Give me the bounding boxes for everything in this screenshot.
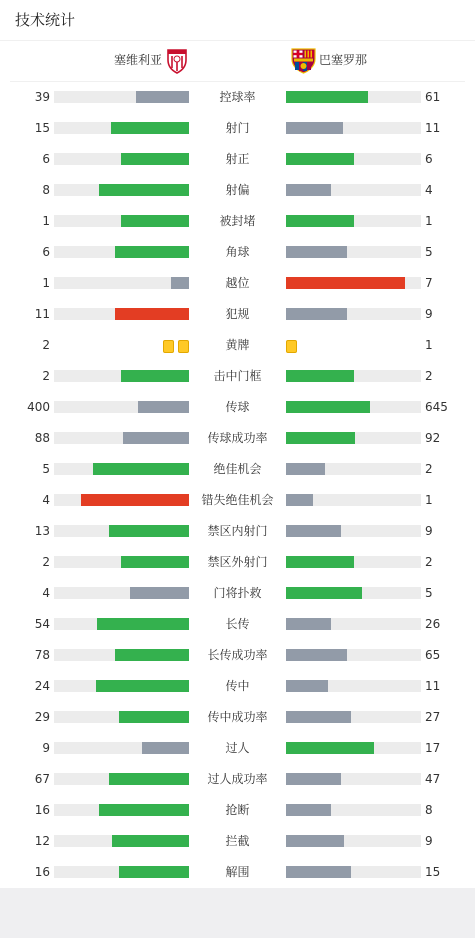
away-stat-bar [286, 432, 421, 444]
away-stat-value: 11 [425, 121, 441, 135]
home-stat-bar [54, 432, 189, 444]
away-stat-bar [286, 463, 421, 475]
home-stat-value: 54 [34, 617, 50, 631]
page-title: 技术统计 [15, 11, 76, 29]
away-stat-bar-fill [286, 277, 405, 289]
home-stat-bar [54, 184, 189, 196]
stat-label: 黄牌 [225, 338, 250, 352]
home-stat-bar [54, 401, 189, 413]
stat-row [0, 710, 475, 724]
stat-label: 绝佳机会 [213, 462, 262, 476]
home-stat-bar [54, 835, 189, 847]
away-stat-bar [286, 401, 421, 413]
home-stat-bar-fill [93, 463, 189, 475]
stat-label: 错失绝佳机会 [201, 493, 274, 507]
home-stat-bar-fill [115, 246, 189, 258]
away-stat-bar-fill [286, 494, 313, 506]
home-stat-bar-fill [121, 370, 189, 382]
away-stat-bar-fill [286, 680, 328, 692]
away-stat-bar [286, 773, 421, 785]
away-stat-bar-fill [286, 463, 325, 475]
away-stat-bar-fill [286, 835, 344, 847]
stat-label: 传球 [225, 400, 250, 414]
home-stat-bar [54, 277, 189, 289]
home-stat-bar [54, 463, 189, 475]
home-stat-bar-fill [96, 680, 189, 692]
stat-label: 禁区外射门 [207, 555, 268, 569]
away-stat-bar [286, 835, 421, 847]
home-stat-bar-fill [115, 649, 189, 661]
home-stat-bar [54, 370, 189, 382]
home-stat-value: 15 [34, 121, 50, 135]
home-stat-value: 400 [27, 400, 50, 414]
stat-row [0, 834, 475, 848]
home-stat-bar-fill [142, 742, 189, 754]
home-stat-bar [54, 556, 189, 568]
stat-label: 长传 [225, 617, 250, 631]
away-stat-value: 92 [425, 431, 441, 445]
home-stat-value: 16 [34, 865, 50, 879]
stat-row [0, 741, 475, 755]
away-stat-bar-fill [286, 866, 351, 878]
home-stat-bar-fill [109, 525, 189, 537]
home-stat-bar-fill [138, 401, 189, 413]
away-stat-bar-fill [286, 618, 331, 630]
away-stat-bar [286, 184, 421, 196]
stat-label: 过人成功率 [207, 772, 268, 786]
away-stat-bar-fill [286, 587, 362, 599]
home-stat-bar-fill [171, 277, 189, 289]
stat-label: 越位 [225, 276, 250, 290]
home-stat-bar-fill [121, 215, 189, 227]
home-stat-bar [54, 742, 189, 754]
home-stat-bar [54, 153, 189, 165]
away-stat-bar [286, 122, 421, 134]
away-stat-value: 645 [425, 400, 448, 414]
away-stat-bar-fill [286, 556, 354, 568]
away-stat-value: 6 [425, 152, 433, 166]
away-stat-value: 17 [425, 741, 441, 755]
away-stat-bar [286, 618, 421, 630]
away-stat-bar [286, 215, 421, 227]
away-stat-bar [286, 866, 421, 878]
away-stat-value: 1 [425, 214, 433, 228]
stat-row [0, 121, 475, 135]
away-stat-bar-fill [286, 184, 331, 196]
home-stat-bar [54, 246, 189, 258]
away-stat-bar [286, 370, 421, 382]
divider [0, 40, 475, 41]
away-yellow-cards [286, 338, 301, 352]
away-stat-bar [286, 742, 421, 754]
stat-label: 长传成功率 [207, 648, 268, 662]
away-stat-value: 26 [425, 617, 441, 631]
away-stat-bar-fill [286, 649, 347, 661]
stat-label: 禁区内射门 [207, 524, 268, 538]
stat-label: 抢断 [225, 803, 250, 817]
home-stat-bar [54, 494, 189, 506]
home-stat-value: 29 [34, 710, 50, 724]
stat-row [0, 493, 475, 507]
stat-row [0, 648, 475, 662]
stat-label: 被封堵 [219, 214, 256, 228]
home-stat-value: 67 [34, 772, 50, 786]
away-stat-value: 9 [425, 834, 433, 848]
home-stat-bar-fill [119, 711, 189, 723]
stat-row [0, 307, 475, 321]
away-stat-bar [286, 804, 421, 816]
home-stat-value: 2 [42, 555, 50, 569]
away-stat-bar [286, 153, 421, 165]
stat-label: 过人 [225, 741, 250, 755]
home-stat-bar [54, 866, 189, 878]
stat-label: 传球成功率 [207, 431, 268, 445]
away-stat-value: 2 [425, 369, 433, 383]
away-stat-bar [286, 91, 421, 103]
stat-row [0, 462, 475, 476]
away-stat-bar [286, 494, 421, 506]
stat-label: 射偏 [225, 183, 250, 197]
away-stat-value: 9 [425, 307, 433, 321]
stat-row [0, 772, 475, 786]
yellow-card-icon [286, 340, 297, 353]
home-stat-value: 39 [34, 90, 50, 104]
away-stat-value: 5 [425, 586, 433, 600]
away-stat-value: 61 [425, 90, 441, 104]
home-stat-bar [54, 773, 189, 785]
away-stat-value: 65 [425, 648, 441, 662]
home-stat-bar [54, 525, 189, 537]
away-stat-bar-fill [286, 525, 341, 537]
stat-label: 解围 [225, 865, 250, 879]
stat-row [0, 555, 475, 569]
stat-row [0, 214, 475, 228]
home-stat-value: 88 [34, 431, 50, 445]
home-stat-value: 6 [42, 245, 50, 259]
away-stat-bar [286, 649, 421, 661]
home-stat-value: 5 [42, 462, 50, 476]
home-stat-bar [54, 215, 189, 227]
away-stat-bar-fill [286, 804, 331, 816]
away-stat-bar [286, 680, 421, 692]
home-stat-bar [54, 122, 189, 134]
home-stat-value: 2 [42, 369, 50, 383]
stat-row [0, 90, 475, 104]
stat-row [0, 586, 475, 600]
stat-label: 角球 [225, 245, 250, 259]
away-stat-bar-fill [286, 773, 341, 785]
away-stat-value: 11 [425, 679, 441, 693]
stat-row [0, 400, 475, 414]
home-stat-bar-fill [136, 91, 189, 103]
stat-label: 传中成功率 [207, 710, 268, 724]
stat-row [0, 524, 475, 538]
home-stat-bar [54, 711, 189, 723]
barcelona-crest-icon [291, 48, 316, 74]
home-stat-value: 11 [34, 307, 50, 321]
home-stat-value: 13 [34, 524, 50, 538]
away-stat-bar [286, 277, 421, 289]
home-stat-value: 2 [42, 338, 50, 352]
away-stat-bar-fill [286, 432, 355, 444]
stat-row [0, 152, 475, 166]
away-stat-bar-fill [286, 370, 354, 382]
home-stat-value: 1 [42, 276, 50, 290]
stat-row [0, 276, 475, 290]
home-stat-value: 6 [42, 152, 50, 166]
home-stat-bar [54, 308, 189, 320]
home-stat-value: 8 [42, 183, 50, 197]
home-stat-bar-fill [130, 587, 189, 599]
stat-label: 射正 [225, 152, 250, 166]
stat-label: 击中门框 [213, 369, 262, 383]
home-stat-bar [54, 618, 189, 630]
yellow-card-icon [178, 340, 189, 353]
away-stat-value: 1 [425, 338, 433, 352]
away-stat-bar [286, 711, 421, 723]
stat-row [0, 865, 475, 879]
home-stat-bar-fill [99, 804, 189, 816]
away-stat-bar-fill [286, 711, 351, 723]
away-stat-value: 47 [425, 772, 441, 786]
home-stat-bar-fill [111, 122, 189, 134]
stat-row [0, 431, 475, 445]
away-stat-bar [286, 308, 421, 320]
away-stat-value: 15 [425, 865, 441, 879]
away-stat-value: 1 [425, 493, 433, 507]
home-stat-bar-fill [115, 308, 189, 320]
away-stat-bar-fill [286, 91, 368, 103]
away-stat-bar-fill [286, 153, 354, 165]
home-stat-bar-fill [97, 618, 189, 630]
home-stat-bar-fill [123, 432, 189, 444]
home-stat-value: 9 [42, 741, 50, 755]
away-stat-value: 7 [425, 276, 433, 290]
away-stat-bar-fill [286, 401, 370, 413]
divider [10, 81, 465, 82]
home-stat-value: 78 [34, 648, 50, 662]
stat-label: 传中 [225, 679, 250, 693]
away-team-name: 巴塞罗那 [319, 53, 368, 67]
stat-row [0, 679, 475, 693]
stat-label: 门将扑救 [213, 586, 262, 600]
stat-row [0, 803, 475, 817]
away-stat-value: 4 [425, 183, 433, 197]
away-stat-bar-fill [286, 308, 347, 320]
stat-label: 犯规 [225, 307, 250, 321]
home-stat-bar-fill [109, 773, 189, 785]
away-stat-value: 27 [425, 710, 441, 724]
home-stat-bar [54, 91, 189, 103]
home-stat-bar [54, 680, 189, 692]
away-stat-bar [286, 587, 421, 599]
stat-row [0, 338, 475, 352]
away-stat-value: 8 [425, 803, 433, 817]
stat-row [0, 245, 475, 259]
yellow-card-icon [163, 340, 174, 353]
sevilla-crest-icon [166, 48, 188, 74]
home-stat-bar-fill [121, 556, 189, 568]
home-stat-value: 16 [34, 803, 50, 817]
home-stat-value: 4 [42, 586, 50, 600]
stat-label: 射门 [225, 121, 250, 135]
away-stat-value: 2 [425, 555, 433, 569]
away-stat-bar [286, 525, 421, 537]
away-stat-bar-fill [286, 215, 354, 227]
home-stat-value: 24 [34, 679, 50, 693]
home-stat-bar-fill [121, 153, 189, 165]
home-stat-bar [54, 649, 189, 661]
home-stat-bar [54, 804, 189, 816]
home-stat-bar-fill [99, 184, 189, 196]
home-stat-bar-fill [81, 494, 189, 506]
home-team-name: 塞维利亚 [113, 53, 162, 67]
away-stat-value: 5 [425, 245, 433, 259]
home-stat-bar-fill [119, 866, 189, 878]
home-stat-bar-fill [112, 835, 189, 847]
stat-label: 控球率 [219, 90, 256, 104]
away-stat-bar [286, 246, 421, 258]
stat-row [0, 369, 475, 383]
away-stat-value: 2 [425, 462, 433, 476]
stat-row [0, 617, 475, 631]
away-stat-bar-fill [286, 122, 343, 134]
home-yellow-cards [163, 338, 193, 352]
stat-row [0, 183, 475, 197]
home-stat-value: 12 [34, 834, 50, 848]
away-stat-bar-fill [286, 246, 347, 258]
home-stat-value: 1 [42, 214, 50, 228]
home-stat-value: 4 [42, 493, 50, 507]
home-stat-bar [54, 587, 189, 599]
away-stat-bar [286, 556, 421, 568]
away-stat-bar-fill [286, 742, 374, 754]
stat-label: 拦截 [225, 834, 250, 848]
away-stat-value: 9 [425, 524, 433, 538]
